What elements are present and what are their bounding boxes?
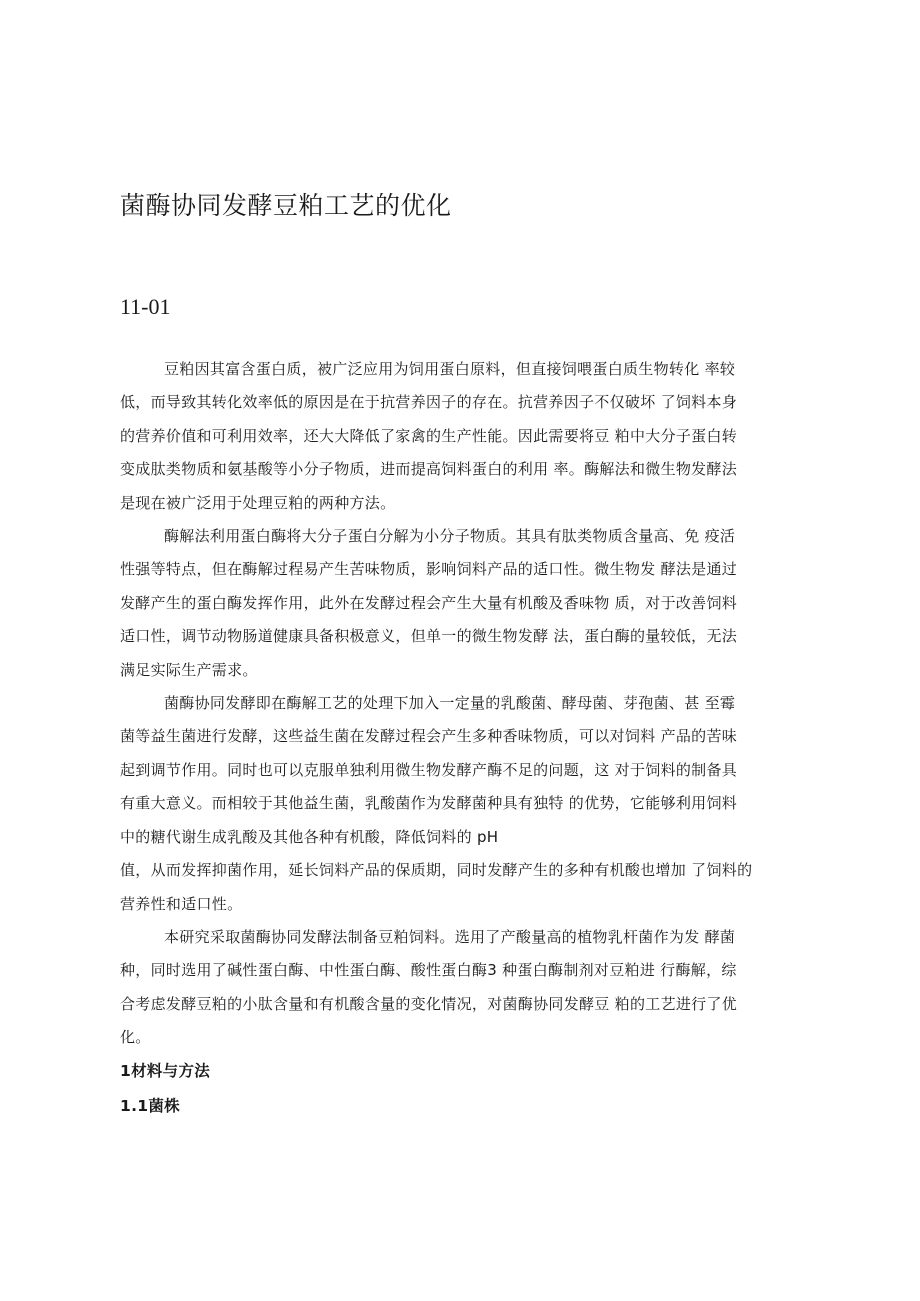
text-line: 是现在被广泛用于处理豆粕的两种方法。	[120, 493, 396, 512]
text-line: 有重大意义。而相较于其他益生菌，乳酸菌作为发酵菌种具有独特 的优势，它能够利用饲料	[120, 794, 738, 813]
text-line: 低，而导致其转化效率低的原因是在于抗营养因子的存在。抗营养因子不仅破坏 了饲料本身	[120, 393, 738, 412]
text-line: 酶解法利用蛋白酶将大分子蛋白分解为小分子物质。其具有肽类物质含量高、免 疫活	[164, 527, 736, 546]
text-line: 合考虑发酵豆粕的小肽含量和有机酸含量的变化情况，对菌酶协同发酵豆 粕的工艺进行了优	[120, 994, 738, 1013]
paragraph-study	[120, 921, 792, 1055]
publish-date: 11-01	[120, 294, 171, 319]
text-line-tail: pH	[476, 827, 499, 846]
paragraph-synergy	[120, 687, 792, 921]
text-line: 适口性，调节动物肠道健康具备积极意义，但单一的微生物发酵 法，蛋白酶的量较低，无法	[120, 627, 738, 646]
text-line: 满足实际生产需求。	[120, 660, 258, 679]
text-line: 种，同时选用了碱性蛋白酶、中性蛋白酶、酸性蛋白酶3 种蛋白酶制剂对豆粕进 行酶解，综	[120, 961, 737, 980]
text-line: 营养性和适口性。	[120, 894, 243, 913]
text-line: 菌酶协同发酵即在酶解工艺的处理下加入一定量的乳酸菌、酵母菌、芽孢菌、甚 至霉	[164, 694, 736, 713]
text-line: 豆粕因其富含蛋白质，被广泛应用为饲用蛋白原料，但直接饲喂蛋白质生物转化 率较	[164, 360, 736, 378]
text-line: 发酵产生的蛋白酶发挥作用，此外在发酵过程会产生大量有机酸及香味物 质，对于改善饲料	[120, 593, 738, 612]
text-line-split	[120, 821, 792, 854]
text-line-head: 中的糖代谢生成乳酸及其他各种有机酸，降低饲料的	[120, 827, 472, 846]
text-line: 菌等益生菌进行发酵，这些益生菌在发酵过程会产生多种香味物质，可以对饲料 产品的苦味	[120, 727, 738, 746]
article-body	[120, 353, 792, 1123]
page-title: 菌酶协同发酵豆粕工艺的优化	[120, 191, 452, 220]
text-line: 起到调节作用。同时也可以克服单独利用微生物发酵产酶不足的问题，这 对于饲料的制备具	[120, 760, 738, 779]
section-heading: 1材料与方法	[120, 1061, 211, 1080]
paragraph-enzymolysis	[120, 520, 792, 687]
text-line: 变成肽类物质和氨基酸等小分子物质，进而提高饲料蛋白的利用 率。酶解法和微生物发酵法	[120, 460, 738, 479]
text-line: 本研究采取菌酶协同发酵法制备豆粕饲料。选用了产酸量高的植物乳杆菌作为发 酵菌	[164, 927, 736, 946]
text-line: 化。	[120, 1028, 151, 1047]
paragraph-intro	[120, 353, 792, 520]
text-line: 的营养价值和可利用效率，还大大降低了家禽的生产性能。因此需要将豆 粕中大分子蛋白转	[120, 426, 738, 445]
text-line: 值，从而发挥抑菌作用，延长饲料产品的保质期，同时发酵产生的多种有机酸也增加 了饲料的	[120, 861, 753, 880]
text-line: 性强等特点，但在酶解过程易产生苦味物质，影响饲料产品的适口性。微生物发 酵法是通过	[120, 560, 738, 579]
subsection-heading: 1.1菌株	[120, 1096, 180, 1115]
